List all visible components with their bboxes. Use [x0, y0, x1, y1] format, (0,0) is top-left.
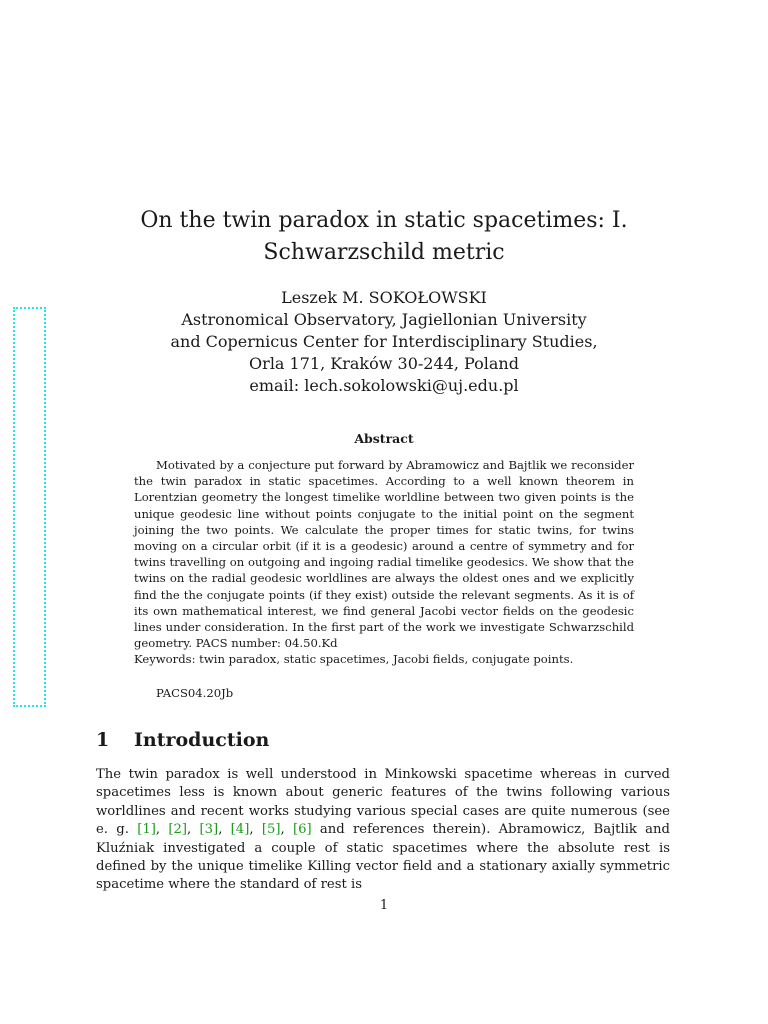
- address-line: Orla 171, Kraków 30-244, Poland: [249, 354, 519, 373]
- citation-separator: ,: [249, 822, 262, 838]
- citation-link-3[interactable]: [3]: [199, 822, 219, 838]
- email-line: email: lech.sokolowski@uj.edu.pl: [249, 376, 519, 395]
- citation-separator: ,: [155, 822, 169, 838]
- affiliation-line-1: Astronomical Observatory, Jagiellonian University: [181, 310, 587, 329]
- intro-text-before: The twin paradox is well understood in Minkowski spacetime whereas in curved spacetimes less is known about generic features of the twins following various worldlines and recent works studying various special cases are quite numerous (see e. g.: [96, 767, 670, 838]
- citation-separator: ,: [218, 822, 231, 838]
- title-line-1: On the twin paradox in static spacetimes: I.: [140, 208, 628, 233]
- pacs-code: PACS04.20Jb: [156, 686, 234, 700]
- citation-link-1[interactable]: [1]: [137, 822, 156, 838]
- citation-link-6[interactable]: [6]: [292, 822, 312, 838]
- title-line-2: Schwarzschild metric: [263, 240, 505, 265]
- author-block: [0, 287, 768, 397]
- affiliation-line-2: and Copernicus Center for Interdisciplinary Studies,: [170, 332, 598, 351]
- abstract-block: [134, 457, 634, 668]
- citation-link-2[interactable]: [2]: [168, 822, 188, 838]
- citation-link-5[interactable]: [5]: [261, 822, 281, 838]
- citation-link-4[interactable]: [4]: [230, 822, 250, 838]
- citation-separator: ,: [280, 822, 293, 838]
- author-name: Leszek M. SOKOŁOWSKI: [281, 288, 487, 307]
- section-title: Introduction: [134, 729, 270, 751]
- paper-title: [0, 205, 768, 269]
- citation-separator: ,: [187, 822, 200, 838]
- intro-paragraph: [96, 766, 670, 895]
- abstract-heading: Abstract: [354, 431, 414, 446]
- intro-text-after: and references therein). Abramowicz, Bajtlik and Kluźniak investigated a couple of static spacetimes where the absolute rest is defined by the unique timelike Killing vector field and a stationary axially symmetric spacetime where the standard of rest is: [96, 822, 670, 893]
- section-number: 1: [96, 729, 110, 751]
- abstract-body: Motivated by a conjecture put forward by Abramowicz and Bajtlik we reconsider the twin paradox in static spacetimes. According to a well known theorem in Lorentzian geometry the longest timelike worldline between two given points is the unique geodesic line without points conjugate to the initial point on the segment joining the two points. We calculate the proper times for static twins, for twins moving on a circular orbit (if it is a geodesic) around a centre of symmetry and for twins travelling on outgoing and ingoing radial timelike geodesics. We show that the twins on the radial geodesic worldlines are always the oldest ones and we explicitly find the the conjugate points (if they exist) outside the relevant segments. As it is of its own mathematical interest, we find general Jacobi vector fields on the geodesic lines under consideration. In the first part of the work we investigate Schwarzschild geometry. PACS number: 04.50.Kd: [134, 458, 634, 651]
- abstract-keywords: Keywords: twin paradox, static spacetimes, Jacobi fields, conjugate points.: [134, 652, 574, 667]
- page-number: 1: [379, 898, 389, 913]
- section-heading: [96, 729, 269, 751]
